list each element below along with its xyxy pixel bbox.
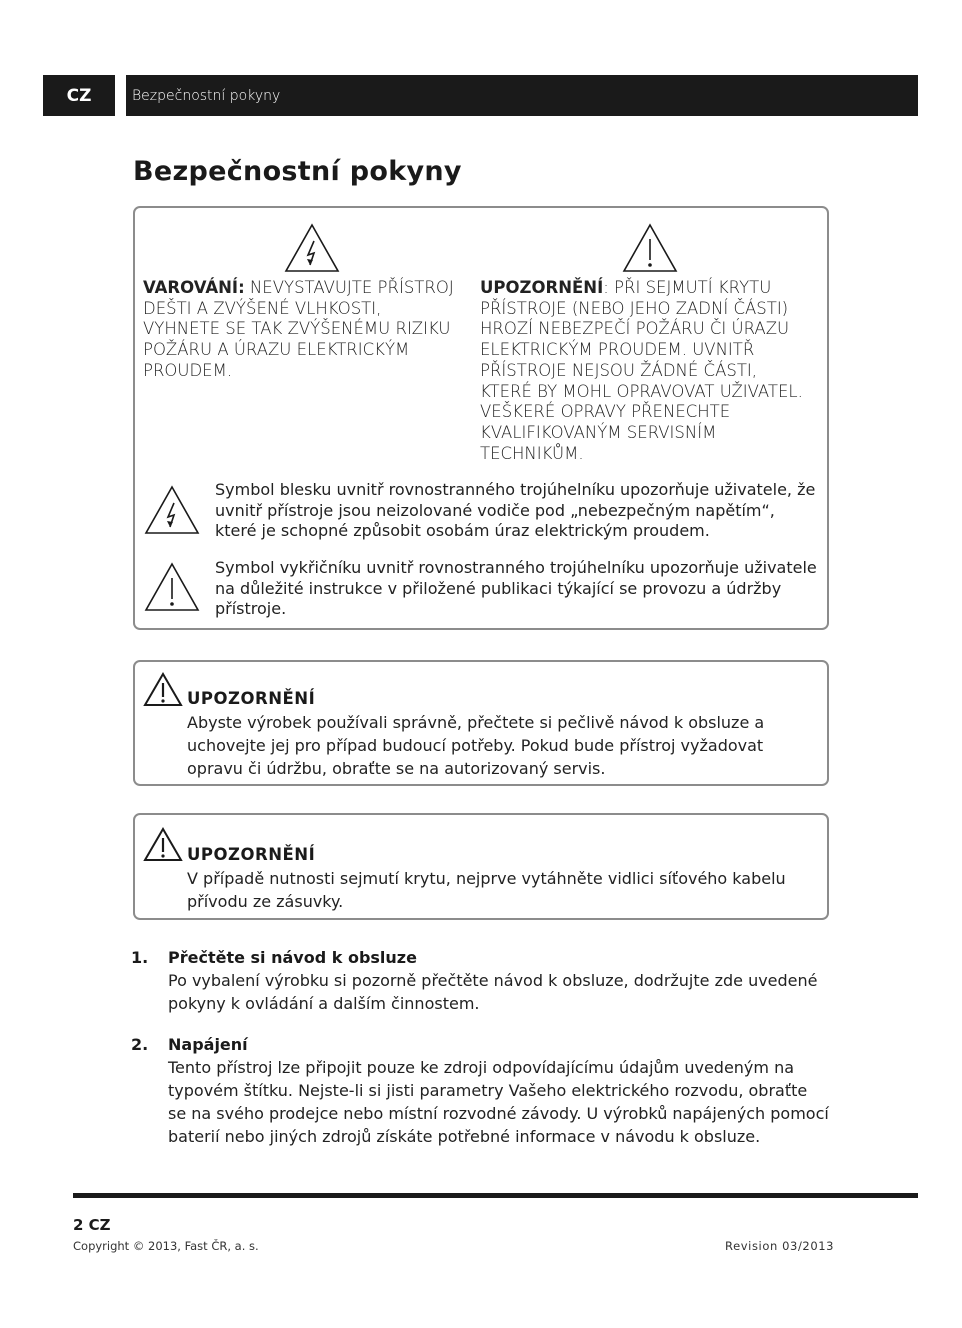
list-number: 1.	[131, 948, 149, 967]
exclamation-symbol-icon	[143, 561, 201, 613]
warning-text	[143, 278, 463, 382]
notice-text: V případě nutnosti sejmutí krytu, nejprve vytáhněte vidlici síťového kabelu přívodu ze zásuvky.	[187, 869, 786, 911]
section-header: Bezpečnostní pokyny	[126, 75, 918, 116]
exclamation-warning-icon	[621, 222, 679, 274]
caution-body: : PŘI SEJMUTÍ KRYTU PŘÍSTROJE (NEBO JEHO ZADNÍ ČÁSTI) HROZÍ NEBEZPEČÍ POŽÁRU ČI ÚRAZU ELEKTRICKÝM PROUDEM. UVNITŘ PŘÍSTROJE NEJSOU ŽÁDNÉ ČÁSTI, KTERÉ BY MOHL OPRAVOVAT UŽIVATEL. VEŠKERÉ OPRAVY PŘENECHTE KVALIFIKOVANÝM SERVISNÍM TECHNIKŮM.	[480, 278, 803, 463]
list-title: Přečtěte si návod k obsluze	[168, 948, 417, 967]
warning-body: NEVYSTAVUJTE PŘÍSTROJ DEŠTI A ZVÝŠENÉ VLHKOSTI, VYHNETE SE TAK ZVÝŠENÉMU RIZIKU POŽÁRU A ÚRAZU ELEKTRICKÝM PROUDEM.	[143, 278, 454, 380]
list-number: 2.	[131, 1035, 149, 1054]
lightning-symbol-text: Symbol blesku uvnitř rovnostranného trojúhelníku upozorňuje uživatele, že uvnitř přístroje jsou neizolované vodiče pod „nebezpečným napětím“, které je schopné způsobit osobám úraz elektrickým proudem.	[215, 480, 816, 540]
caution-icon	[143, 672, 183, 707]
exclamation-symbol-text: Symbol vykřičníku uvnitř rovnostranného trojúhelníku upozorňuje uživatele na důležité instrukce v přiložené publikaci týkající se provozu a údržby přístroje.	[215, 558, 817, 618]
language-tab: CZ	[43, 75, 115, 116]
page-title: Bezpečnostní pokyny	[133, 156, 462, 187]
notice-title: UPOZORNĚNÍ	[187, 845, 316, 864]
lightning-warning-icon	[283, 222, 341, 274]
list-title: Napájení	[168, 1035, 248, 1054]
caution-lead: UPOZORNĚNÍ	[480, 278, 604, 297]
lightning-symbol-icon	[143, 484, 201, 536]
notice-box	[133, 813, 829, 920]
page-number: 2 CZ	[73, 1216, 111, 1234]
footer-rule	[73, 1193, 918, 1198]
caution-icon	[143, 827, 183, 862]
list-text: Tento přístroj lze připojit pouze ke zdroji odpovídajícímu údajům uvedeným na typovém štítku. Nejste-li si jisti parametry Vašeho elektrického rozvodu, obraťte se na svého prodejce nebo místní rozvodné závody. U výrobků napájených pomocí baterií nebo jiných zdrojů získáte potřebné informace v návodu k obsluze.	[168, 1058, 829, 1146]
warning-box	[133, 206, 829, 630]
copyright: Copyright © 2013, Fast ČR, a. s.	[73, 1239, 259, 1253]
notice-box	[133, 660, 829, 786]
list-text: Po vybalení výrobku si pozorně přečtěte návod k obsluze, dodržujte zde uvedené pokyny k ovládání a dalším činnostem.	[168, 971, 818, 1013]
warning-lead: VAROVÁNÍ:	[143, 278, 245, 297]
caution-text	[480, 278, 810, 464]
revision: Revision 03/2013	[725, 1239, 835, 1253]
notice-title: UPOZORNĚNÍ	[187, 689, 316, 708]
notice-text: Abyste výrobek používali správně, přečtete si pečlivě návod k obsluze a uchovejte jej pro případ budoucí potřeby. Pokud bude přístroj vyžadovat opravu či údržbu, obraťte se na autorizovaný servis.	[187, 713, 765, 778]
